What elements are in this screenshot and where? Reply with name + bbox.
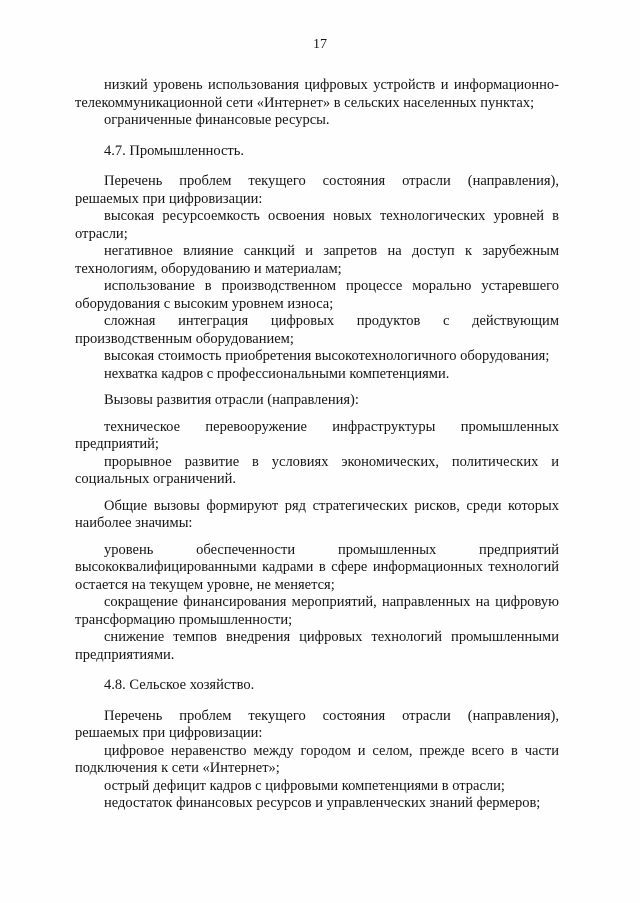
- page-number: 17: [313, 37, 327, 52]
- paragraph: Перечень проблем текущего состояния отрасли (направления), решаемых при цифровизации:: [75, 707, 559, 741]
- paragraph: цифровое неравенство между городом и селом, прежде всего в части подключения к сети «Интернет»;: [75, 742, 559, 776]
- paragraph: негативное влияние санкций и запретов на доступ к зарубежным технологиям, оборудованию и материалам;: [75, 243, 559, 277]
- paragraph: техническое перевооружение инфраструктуры промышленных предприятий;: [75, 418, 559, 452]
- paragraph: низкий уровень использования цифровых устройств и информационно-телекоммуникационной сети «Интернет» в сельских населенных пунктах;: [75, 77, 559, 111]
- paragraph: нехватка кадров с профессиональными компетенциями.: [104, 365, 450, 382]
- paragraph: ограниченные финансовые ресурсы.: [104, 112, 330, 128]
- section-heading: 4.8. Сельское хозяйство.: [104, 677, 255, 693]
- section-heading: 4.7. Промышленность.: [104, 142, 244, 159]
- paragraph: недостаток финансовых ресурсов и управленческих знаний фермеров;: [104, 795, 541, 811]
- page-body: [75, 77, 559, 813]
- paragraph: прорывное развитие в условиях экономических, политических и социальных ограничений.: [75, 453, 559, 487]
- paragraph: снижение темпов внедрения цифровых технологий промышленными предприятиями.: [75, 629, 559, 663]
- paragraph: использование в производственном процессе морально устаревшего оборудования с высоким уровнем износа;: [75, 278, 559, 312]
- paragraph: сложная интеграция цифровых продуктов с действующим производственным оборудованием;: [75, 313, 559, 347]
- paragraph: Общие вызовы формируют ряд стратегических рисков, среди которых наиболее значимы:: [75, 497, 559, 531]
- paragraph: Перечень проблем текущего состояния отрасли (направления), решаемых при цифровизации:: [75, 173, 559, 207]
- paragraph: высокая ресурсоемкость освоения новых технологических уровней в отрасли;: [75, 208, 559, 242]
- paragraph: Вызовы развития отрасли (направления):: [104, 392, 359, 408]
- paragraph: высокая стоимость приобретения высокотехнологичного оборудования;: [104, 348, 550, 364]
- paragraph: сокращение финансирования мероприятий, направленных на цифровую трансформацию промышленности;: [75, 594, 559, 628]
- paragraph: острый дефицит кадров с цифровыми компетенциями в отрасли;: [104, 777, 505, 794]
- paragraph: уровень обеспеченности промышленных предприятий высококвалифицированными кадрами в сфере информационных технологий остается на текущем уровне, не меняется;: [75, 541, 559, 593]
